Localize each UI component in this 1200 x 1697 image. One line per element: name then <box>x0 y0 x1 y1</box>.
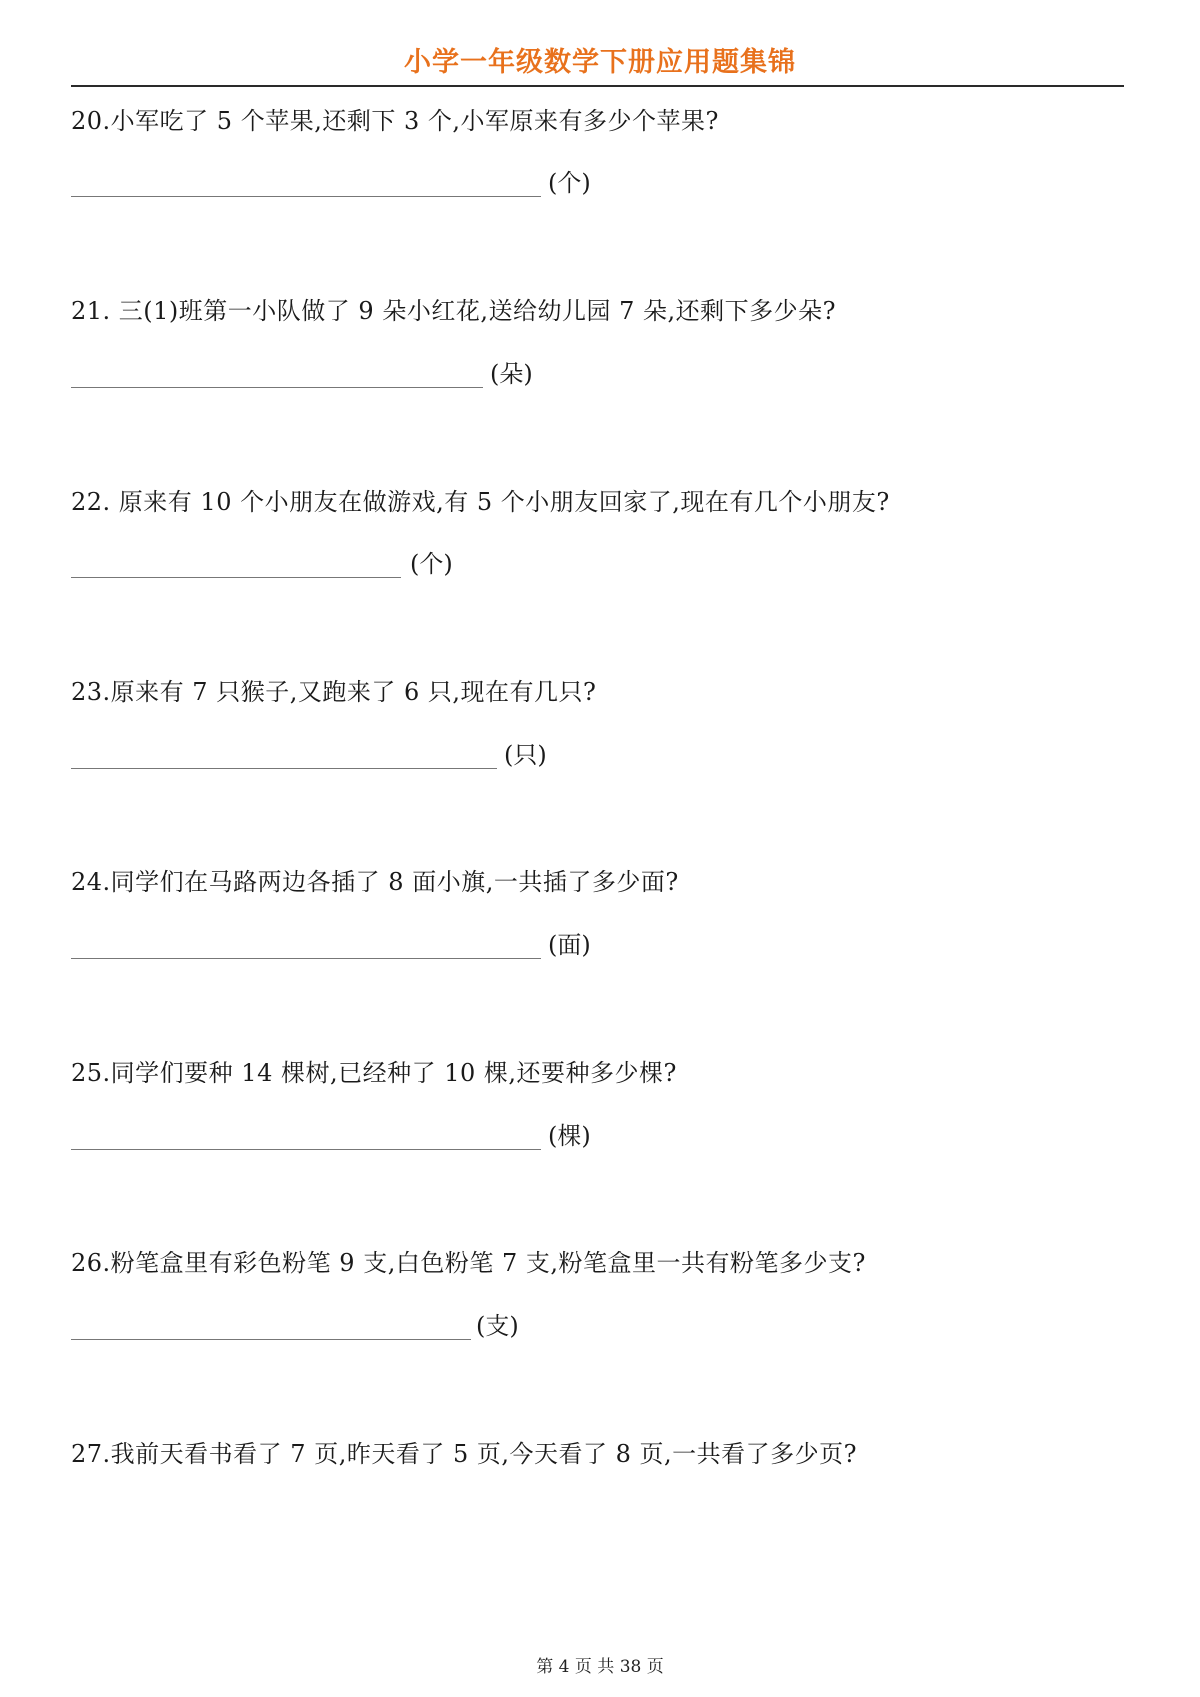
problem-20: 20.小军吃了 5 个苹果,还剩下 3 个,小军原来有多少个苹果? <box>71 107 719 135</box>
title-divider <box>71 85 1124 87</box>
page-footer: 第 4 页 共 38 页 <box>536 1657 664 1677</box>
unit-26: (支) <box>476 1312 519 1340</box>
problem-21: 21. 三(1)班第一小队做了 9 朵小红花,送给幼儿园 7 朵,还剩下多少朵? <box>71 297 836 325</box>
unit-24: (面) <box>548 931 591 959</box>
problem-24: 24.同学们在马路两边各插了 8 面小旗,一共插了多少面? <box>71 868 679 896</box>
answer-line-24[interactable] <box>71 958 541 959</box>
problem-26: 26.粉笔盒里有彩色粉笔 9 支,白色粉笔 7 支,粉笔盒里一共有粉笔多少支? <box>71 1249 866 1277</box>
answer-line-26[interactable] <box>71 1339 471 1340</box>
unit-20: (个) <box>548 169 591 197</box>
problem-23: 23.原来有 7 只猴子,又跑来了 6 只,现在有几只? <box>71 678 597 706</box>
unit-25: (棵) <box>548 1122 591 1150</box>
unit-21: (朵) <box>490 360 533 388</box>
page-title: 小学一年级数学下册应用题集锦 <box>404 47 796 78</box>
answer-line-20[interactable] <box>71 196 541 197</box>
answer-line-23[interactable] <box>71 768 497 769</box>
unit-23: (只) <box>504 741 547 769</box>
unit-22: (个) <box>410 550 453 578</box>
answer-line-25[interactable] <box>71 1149 541 1150</box>
problem-27: 27.我前天看书看了 7 页,昨天看了 5 页,今天看了 8 页,一共看了多少页? <box>71 1440 858 1468</box>
answer-line-22[interactable] <box>71 577 401 578</box>
problem-22: 22. 原来有 10 个小朋友在做游戏,有 5 个小朋友回家了,现在有几个小朋友? <box>71 488 890 516</box>
problem-25: 25.同学们要种 14 棵树,已经种了 10 棵,还要种多少棵? <box>71 1059 677 1087</box>
answer-line-21[interactable] <box>71 387 483 388</box>
